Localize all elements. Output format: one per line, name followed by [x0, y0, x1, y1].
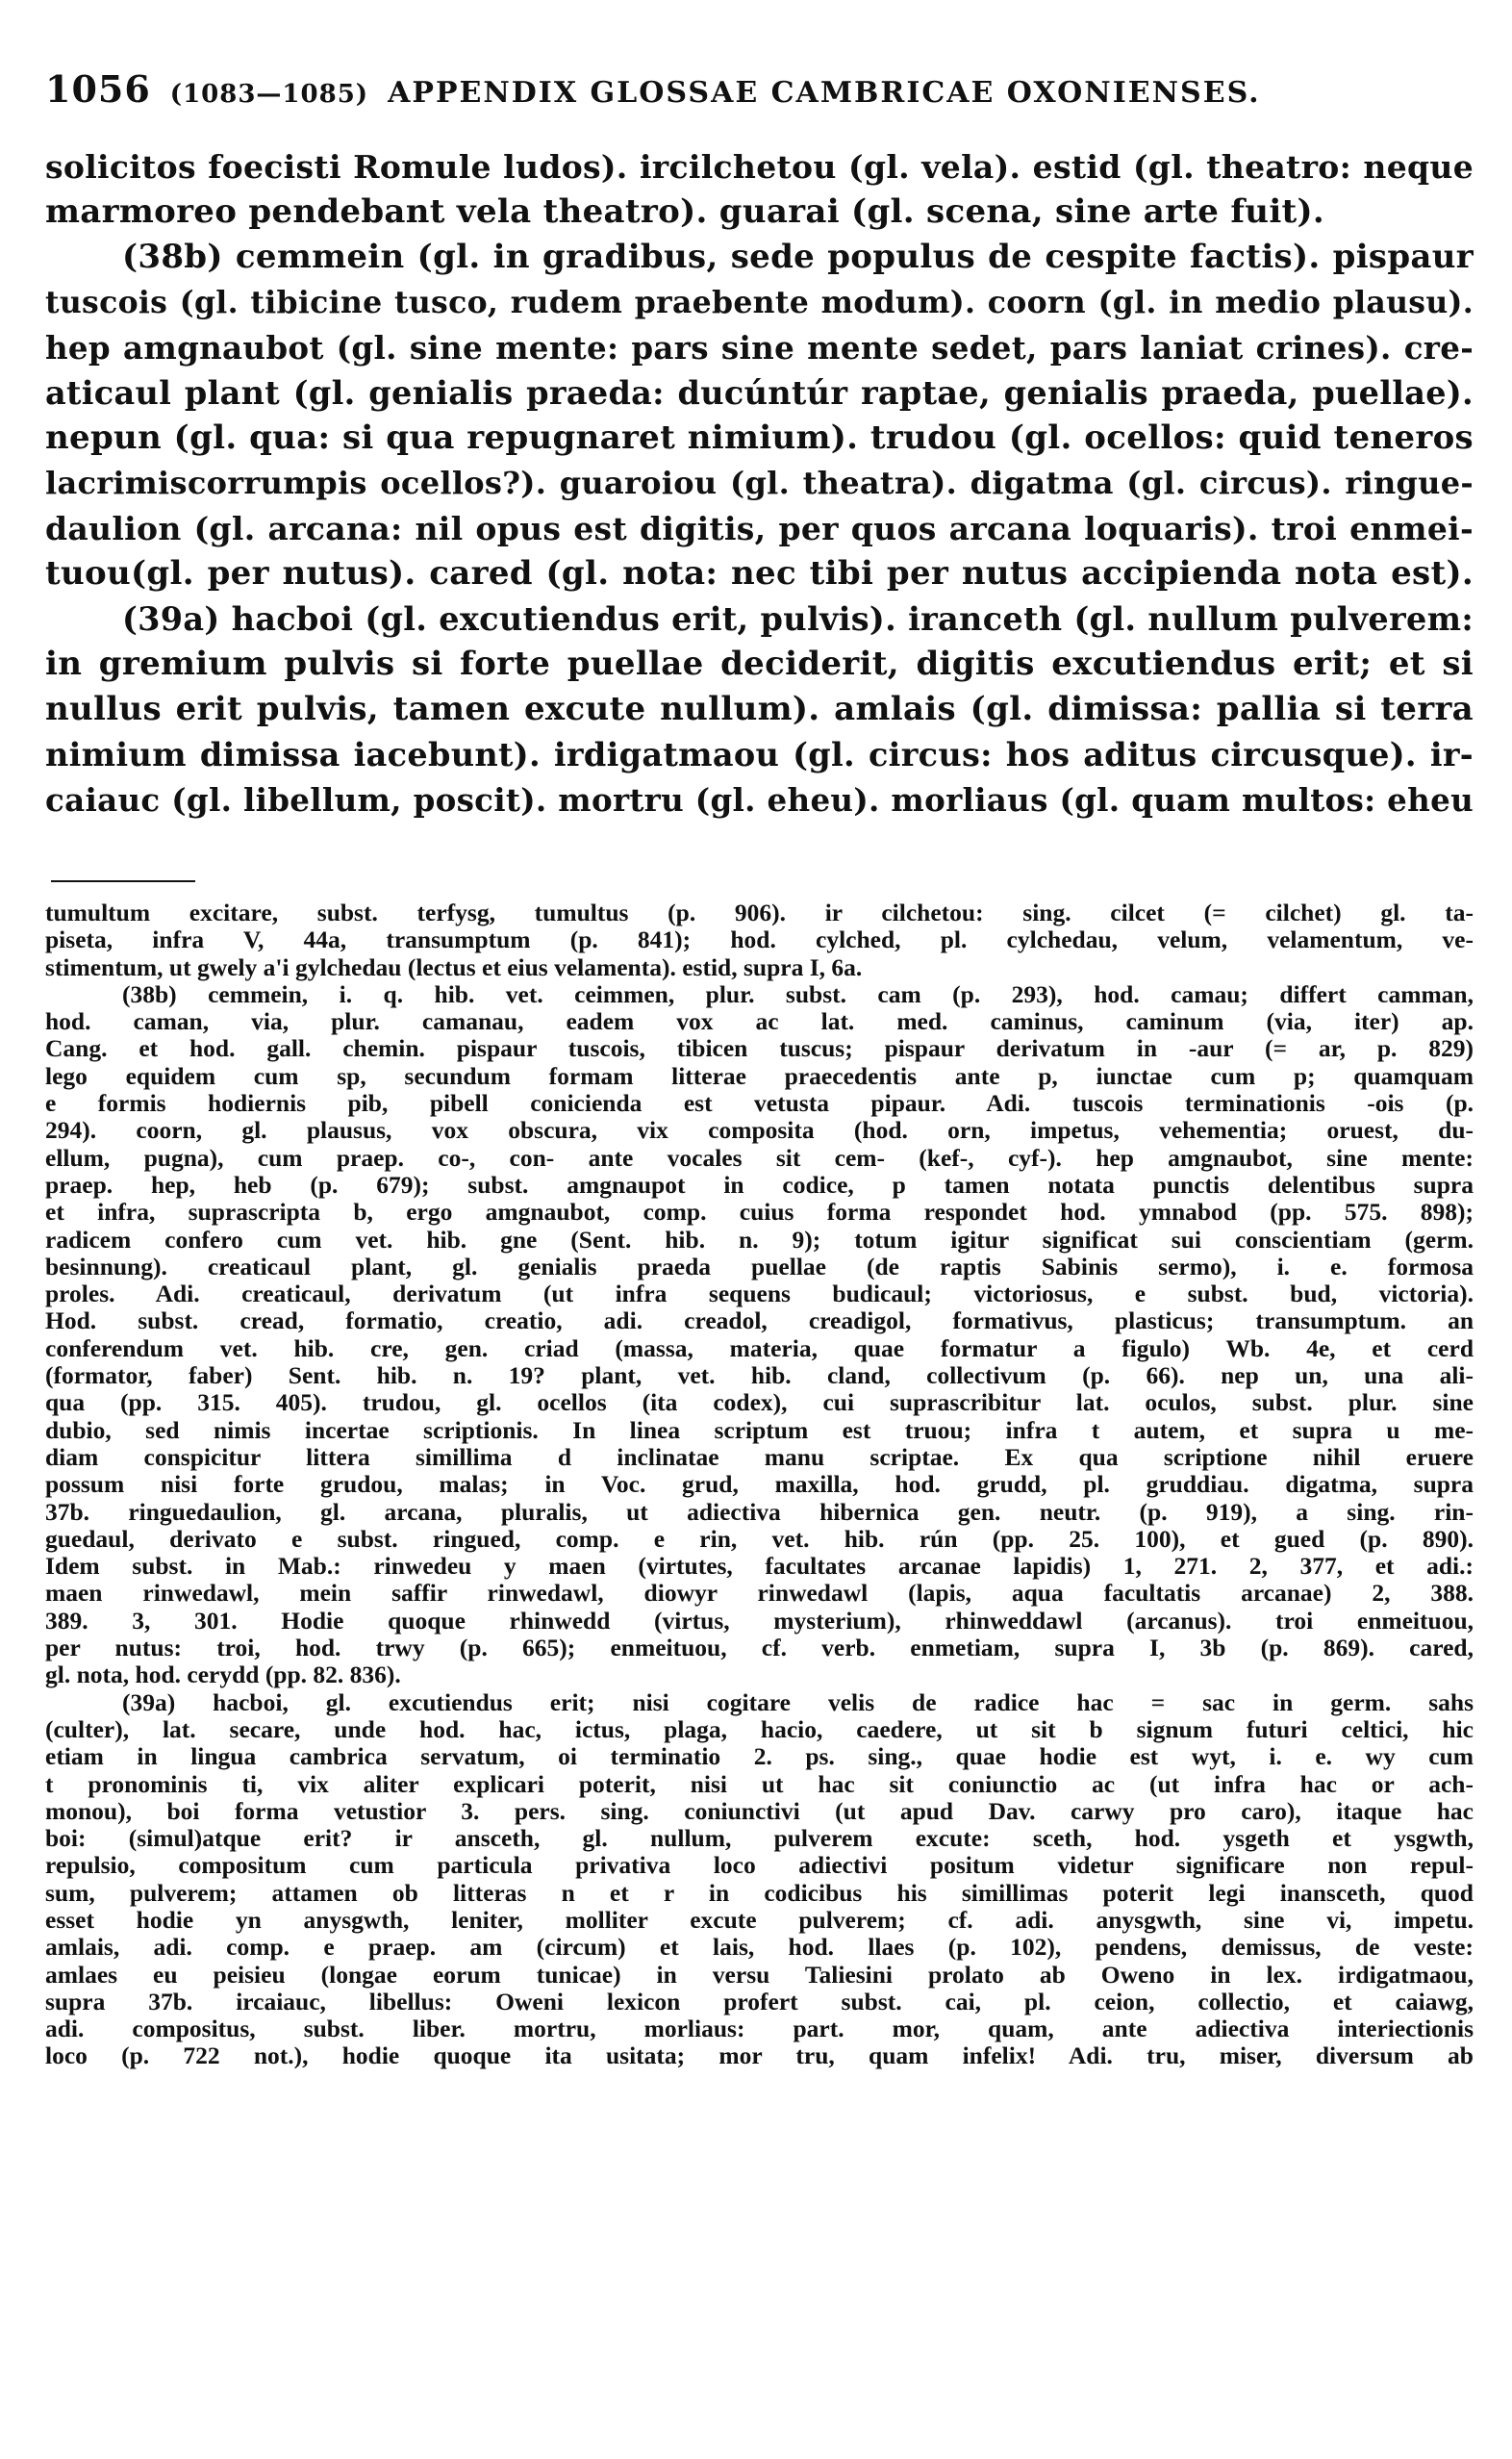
footnote-line: et infra, suprascripta b, ergo amgnaubot, comp. cuius forma respondet hod. ymnabod (pp. 575. 898);: [45, 1198, 1474, 1227]
footnote-line: praep. hep, heb (p. 679); subst. amgnaupot in codice, p tamen notata punctis delentibus supra: [45, 1170, 1474, 1199]
footnote-line: e formis hodiernis pib, pibell conicienda est vetusta pipaur. Adi. tuscois terminationis -ois (p.: [45, 1089, 1474, 1118]
main-line: in gremium pulvis si forte puellae deciderit, digitis excutiendus erit; et si: [45, 645, 1474, 683]
footnote-line: piseta, infra V, 44a, transumptum (p. 841); hod. cylched, pl. cylchedau, velum, velamentum, ve-: [45, 925, 1474, 954]
main-line: hep amgnaubot (gl. sine mente: pars sine mente sedet, pars laniat crines). cre-: [45, 329, 1474, 367]
footnote-line: Cang. et hod. gall. chemin. pispaur tuscois, tibicen tuscus; pispaur derivatum in -aur (= ar, p. 829): [45, 1034, 1474, 1063]
footnote-line: hod. caman, via, plur. camanau, eadem vox ac lat. med. caminus, caminum (via, iter) ap.: [45, 1007, 1474, 1036]
footnote-line: conferendum vet. hib. cre, gen. criad (massa, materia, quae formatur a figulo) Wb. 4e, et cerd: [45, 1333, 1474, 1362]
footnote-line: 389. 3, 301. Hodie quoque rhinwedd (virtus, mysterium), rhinweddawl (arcanus). troi enmeituou,: [45, 1606, 1474, 1635]
footnote-line: amlaes eu peisieu (longae eorum tunicae) in versu Taliesini prolato ab Oweno in lex. irdigatmaou,: [45, 1960, 1474, 1989]
footnote-line: (culter), lat. secare, unde hod. hac, ictus, plaga, hacio, caedere, ut sit b signum futuri celtici, hic: [45, 1714, 1474, 1743]
footnote-line: boi: (simul)atque erit? ir ansceth, gl. nullum, pulverem excute: sceth, hod. ysgeth et ysgwth,: [45, 1824, 1474, 1853]
running-title: APPENDIX GLOSSAE CAMBRICAE OXONIENSES.: [388, 76, 1261, 110]
main-line: lacrimiscorrumpis ocellos?). guaroiou (gl. theatra). digatma (gl. circus). ringue-: [45, 465, 1474, 501]
main-line: nepun (gl. qua: si qua repugnaret nimium). trudou (gl. ocellos: quid teneros: [45, 418, 1474, 457]
main-line: tuscois (gl. tibicine tusco, rudem praebente modum). coorn (gl. in medio plausu).: [45, 285, 1474, 320]
page-number: 1056: [45, 67, 151, 111]
footnote-line: per nutus: troi, hod. trwy (p. 665); enmeituou, cf. verb. enmetiam, supra I, 3b (p. 869). cared,: [45, 1634, 1474, 1662]
footnote-line: qua (pp. 315. 405). trudou, gl. ocellos (ita codex), cui suprascribitur lat. oculos, subst. plur. sine: [45, 1388, 1474, 1417]
footnotes: [45, 900, 1474, 2070]
main-line: marmoreo pendebant vela theatro). guarai (gl. scena, sine arte fuit).: [45, 192, 1325, 231]
footnote-line: loco (p. 722 not.), hodie quoque ita usitata; mor tru, quam infelix! Adi. tru, miser, diversum ab: [45, 2041, 1474, 2070]
main-line: nimium dimissa iacebunt). irdigatmaou (gl. circus: hos aditus circusque). ir-: [45, 736, 1474, 773]
footnote-line: tumultum excitare, subst. terfysg, tumultus (p. 906). ir cilchetou: sing. cilcet (= cilchet) gl. ta-: [45, 899, 1474, 926]
footnote-line: (39a) hacboi, gl. excutiendus erit; nisi cogitare velis de radice hac = sac in germ. sahs: [122, 1687, 1474, 1716]
footnote-line: radicem confero cum vet. hib. gne (Sent. hib. n. 9); totum igitur significat sui conscientiam (germ.: [45, 1225, 1474, 1254]
main-line: tuou(gl. per nutus). cared (gl. nota: nec tibi per nutus accipienda nota est).: [45, 554, 1474, 593]
main-line: nullus erit pulvis, tamen excute nullum). amlais (gl. dimissa: pallia si terra: [45, 690, 1474, 728]
main-line: aticaul plant (gl. genialis praeda: ducúntúr raptae, genialis praeda, puellae).: [45, 374, 1474, 412]
main-line: caiauc (gl. libellum, poscit). mortru (gl. eheu). morliaus (gl. quam multos: eheu: [45, 781, 1474, 819]
footnote-line: ellum, pugna), cum praep. co-, con- ante vocales sit cem- (kef-, cyf-). hep amgnaubot, sine mente:: [45, 1143, 1474, 1172]
footnote-line: supra 37b. ircaiauc, libellus: Oweni lexicon profert subst. cai, pl. ceion, collectio, et caiawg,: [45, 1987, 1474, 2015]
footnote-line: 37b. ringuedaulion, gl. arcana, pluralis, ut adiectiva hibernica gen. neutr. (p. 919), a sing. rin-: [45, 1497, 1474, 1526]
footnote-line: t pronominis ti, vix aliter explicari poterit, nisi ut hac sit coniunctio ac (ut infra hac or ach-: [45, 1769, 1474, 1798]
main-text: [45, 144, 1474, 823]
footnote-line: amlais, adi. comp. e praep. am (circum) et lais, hod. llaes (p. 102), pendens, demissus, de veste:: [45, 1933, 1474, 1962]
footnote-line: Hod. subst. cread, formatio, creatio, adi. creadol, creadigol, formativus, plasticus; transumptum. an: [45, 1306, 1474, 1335]
column-range: (1083—1085): [169, 80, 369, 109]
main-line: (38b) cemmein (gl. in gradibus, sede populus de cespite factis). pispaur: [122, 238, 1474, 276]
footnote-line: dubio, sed nimis incertae scriptionis. In linea scriptum est truou; infra t autem, et supra u me-: [45, 1415, 1474, 1444]
running-header: [45, 67, 1474, 125]
footnote-line: guedaul, derivato e subst. ringued, comp. e rin, vet. hib. rún (pp. 25. 100), et gued (p. 890).: [45, 1524, 1474, 1553]
main-line: daulion (gl. arcana: nil opus est digitis, per quos arcana loquaris). troi enmei-: [45, 510, 1474, 547]
footnote-line: (formator, faber) Sent. hib. n. 19? plant, vet. hib. cland, collectivum (p. 66). nep un, una ali-: [45, 1361, 1474, 1390]
footnote-line: (38b) cemmein, i. q. hib. vet. ceimmen, plur. subst. cam (p. 293), hod. camau; differt camman,: [122, 979, 1474, 1008]
main-line: (39a) hacboi (gl. excutiendus erit, pulvis). iranceth (gl. nullum pulverem:: [122, 600, 1474, 638]
footnote-line: maen rinwedawl, mein saffir rinwedawl, diowyr rinwedawl (lapis, aqua facultatis arcanae) 2, 388.: [45, 1579, 1474, 1608]
footnote-line: possum nisi forte grudou, malas; in Voc. grud, maxilla, hod. grudd, pl. gruddiau. digatma, supra: [45, 1470, 1474, 1499]
footnote-separator: [51, 880, 195, 882]
footnote-line: repulsio, compositum cum particula privativa loco adiectivi positum videtur significare non repul-: [45, 1851, 1474, 1880]
footnote-line: monou), boi forma vetustior 3. pers. sing. coniunctivi (ut apud Dav. carwy pro caro), itaque hac: [45, 1796, 1474, 1825]
footnote-line: stimentum, ut gwely a'i gylchedau (lectus et eius velamenta). estid, supra I, 6a.: [45, 952, 863, 981]
footnote-line: besinnung). creaticaul plant, gl. genialis praeda puellae (de raptis Sabinis sermo), i. e. formosa: [45, 1252, 1474, 1280]
footnote-line: adi. compositus, subst. liber. mortru, morliaus: part. mor, quam, ante adiectiva interiectionis: [45, 2015, 1474, 2043]
footnote-line: lego equidem cum sp, secundum formam litterae praecedentis ante p, iunctae cum p; quamquam: [45, 1061, 1474, 1090]
footnote-line: Idem subst. in Mab.: rinwedeu y maen (virtutes, facultates arcanae lapidis) 1, 271. 2, 377, et adi.:: [45, 1552, 1474, 1581]
footnote-line: sum, pulverem; attamen ob litteras n et r in codicibus his simillimas poterit legi inansceth, quod: [45, 1878, 1474, 1907]
footnote-line: esset hodie yn anysgwth, leniter, molliter excute pulverem; cf. adi. anysgwth, sine vi, impetu.: [45, 1905, 1474, 1934]
footnote-line: proles. Adi. creaticaul, derivatum (ut infra sequens budicaul; victoriosus, e subst. bud, victoria).: [45, 1280, 1474, 1308]
footnote-line: etiam in lingua cambrica servatum, oi terminatio 2. ps. sing., quae hodie est wyt, i. e. wy cum: [45, 1742, 1474, 1771]
footnote-line: 294). coorn, gl. plausus, vox obscura, vix composita (hod. orn, impetus, vehementia; oruest, du-: [45, 1116, 1474, 1145]
footnote-line: gl. nota, hod. cerydd (pp. 82. 836).: [45, 1660, 401, 1689]
footnote-line: diam conspicitur littera simillima d inclinatae manu scriptae. Ex qua scriptione nihil eruere: [45, 1442, 1474, 1471]
main-line: solicitos foecisti Romule ludos). ircilchetou (gl. vela). estid (gl. theatro: neque: [45, 148, 1474, 186]
